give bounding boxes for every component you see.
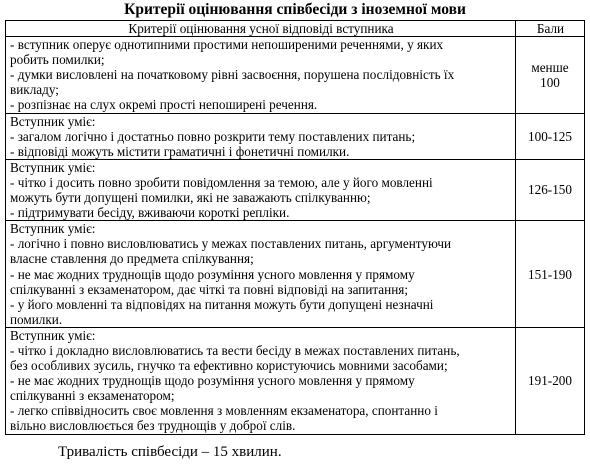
- points-cell: [516, 113, 585, 159]
- criteria-line: - розпізнає на слух окремі прості непоширені речення.: [10, 97, 318, 113]
- criteria-line: можуть бути допущені помилки, які не заважають спілкуванню;: [10, 190, 371, 206]
- criteria-line: - не має жодних труднощів щодо розуміння усного мовлення у прямому: [10, 373, 415, 389]
- criteria-line: - чітко і докладно висловлюватись та вести бесіду в межах поставлених питань,: [10, 342, 460, 358]
- criteria-line: - логічно і повно висловлюватись у межах поставлених питань, аргументуючи: [10, 236, 452, 252]
- criteria-line: спілкуванні з екзаменатором;: [10, 388, 175, 404]
- criteria-line: - відповіді можуть містити граматичні і фонетичні помилки.: [10, 143, 350, 159]
- criteria-line: робить помилки;: [10, 52, 105, 68]
- criteria-line: власне ставлення до предмета спілкування;: [10, 251, 254, 267]
- criteria-line: - вступник оперує однотипними простими непоширеними реченнями, у яких: [10, 37, 444, 53]
- table-row: [6, 37, 585, 113]
- criteria-line: Вступник уміє:: [10, 113, 96, 129]
- table-header-row: [6, 21, 585, 37]
- criteria-cell: [6, 37, 516, 113]
- criteria-line: без особливих зусиль, гнучко та ефективно користуючись мовними засобами;: [10, 358, 448, 374]
- points-value: 100-125: [528, 128, 572, 144]
- criteria-line: спілкуванні з екзаменатором, дає чіткі та повні відповіді на запитання;: [10, 281, 408, 297]
- points-value: менше: [531, 59, 569, 75]
- table-row: [6, 327, 585, 434]
- interview-duration-note: Тривалість співбесіди – 15 хвилин.: [58, 444, 282, 460]
- points-column-header: Бали: [516, 21, 585, 37]
- points-value: 151-190: [528, 266, 572, 282]
- criteria-line: - загалом логічно і достатньо повно розкрити тему поставлених питань;: [10, 128, 416, 144]
- points-cell: [516, 37, 585, 113]
- table-row: [6, 221, 585, 328]
- criteria-column-header: Критерії оцінювання усної відповіді вступника: [6, 21, 516, 37]
- points-cell: [516, 221, 585, 328]
- criteria-cell: [6, 113, 516, 159]
- criteria-line: - у його мовленні та відповідях на питання можуть бути допущені незначні: [10, 296, 434, 312]
- points-value: 191-200: [528, 373, 572, 389]
- criteria-line: - підтримувати бесіду, вживаючи короткі репліки.: [10, 205, 290, 221]
- criteria-line: помилки.: [10, 311, 63, 327]
- criteria-line: вільно висловлюється без труднощів у доброї слів.: [10, 418, 296, 434]
- criteria-line: Вступник уміє:: [10, 327, 96, 343]
- page-title: Критерії оцінювання співбесіди з іноземної мови: [124, 1, 466, 18]
- criteria-line: викладу;: [10, 82, 59, 98]
- criteria-cell: [6, 159, 516, 220]
- criteria-line: - чітко і досить повно зробити повідомлення за темою, але у його мовленні: [10, 174, 433, 190]
- criteria-line: Вступник уміє:: [10, 221, 96, 237]
- criteria-cell: [6, 221, 516, 328]
- criteria-line: - не має жодних труднощів щодо розуміння усного мовлення у прямому: [10, 266, 415, 282]
- criteria-line: - думки висловлені на початковому рівні засвоєння, порушена послідовність їх: [10, 67, 455, 83]
- points-cell: [516, 159, 585, 220]
- points-cell: [516, 327, 585, 434]
- criteria-table: [5, 20, 585, 435]
- table-row: [6, 113, 585, 159]
- table-row: [6, 159, 585, 220]
- criteria-line: - легко співвідносить своє мовлення з мовленням екзаменатора, спонтанно і: [10, 403, 438, 419]
- points-value: 100: [540, 74, 560, 90]
- criteria-cell: [6, 327, 516, 434]
- points-value: 126-150: [528, 182, 572, 198]
- criteria-line: Вступник уміє:: [10, 159, 96, 175]
